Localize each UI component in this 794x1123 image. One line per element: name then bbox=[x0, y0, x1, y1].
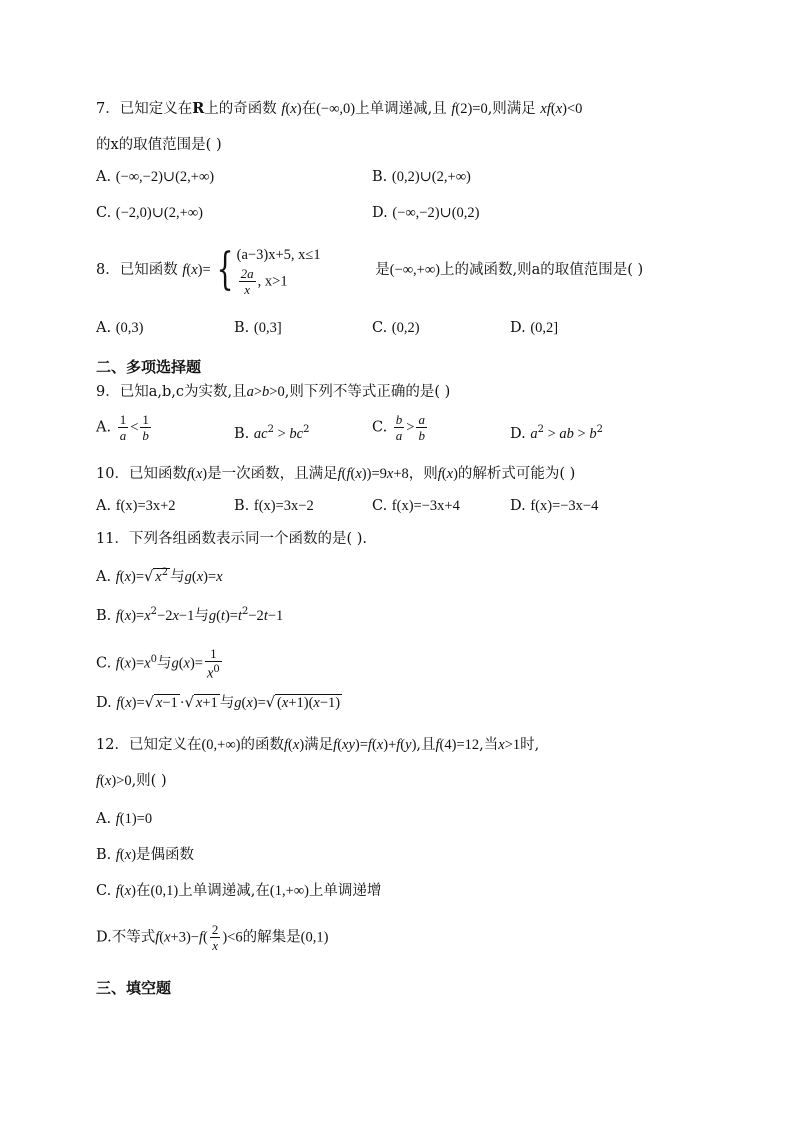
q7-option-c[interactable]: C. (−2,0)∪(2,+∞) bbox=[96, 205, 203, 221]
section-title-multiple-choice: 二、多项选择题 bbox=[96, 358, 202, 376]
q7-option-d[interactable]: D. (−∞,−2)∪(0,2) bbox=[372, 205, 480, 221]
q9-option-c[interactable]: C. $\frac{b}{a}$ > $\frac{a}{b}$ bbox=[372, 412, 425, 443]
q12-option-c[interactable]: C. f(x)在(0,1)上单调递减,在(1,+∞)上单调递增 bbox=[96, 883, 382, 899]
q9-option-a[interactable]: A. $\frac{1}{a}$ < $\frac{1}{b}$ bbox=[96, 412, 149, 443]
q10-option-a[interactable]: A. f(x)=3x+2 bbox=[96, 498, 176, 514]
q10-option-d[interactable]: D. f(x)=−3x−4 bbox=[510, 498, 599, 514]
question-10: 10．已知函数f(x)是一次函数，且满足f(f(x))=9x+8，则f(x)的解析式可能为( ) bbox=[96, 466, 576, 482]
question-9: 9．已知a,b,c为实数,且a>b>0,则下列不等式正确的是( ) bbox=[96, 384, 451, 400]
question-8: 8．已知函数 f(x)= { (a−3)x+5, x≤1 $\frac{2a}{x}$ , x>1 是(−∞,+∞)上的减函数,则a的取值范围是( ) bbox=[96, 244, 644, 297]
q11-option-d[interactable]: D. f(x)=√ x−1 ·√ x+1 与g(x)=√ (x+1)(x−1) bbox=[96, 695, 341, 711]
q8-option-a[interactable]: A. (0,3) bbox=[96, 320, 144, 336]
piecewise-function: (a−3)x+5, x≤1 $\frac{2a}{x}$ , x>1 bbox=[236, 246, 321, 297]
q11-option-b[interactable]: B. $f(x)=x^2-2x-1$与$g(t)=t^2-2t-1$ bbox=[96, 606, 284, 624]
q8-option-c[interactable]: C. (0,2) bbox=[372, 320, 420, 336]
q9-option-d[interactable]: D. $a^2$ > ab > $b^2$ bbox=[510, 424, 603, 442]
q11-option-c[interactable]: C. $f(x)=x^0$与g(x)= $\frac{1}{x^0}$ bbox=[96, 646, 220, 682]
q7-option-b[interactable]: B. (0,2)∪(2,+∞) bbox=[372, 169, 471, 185]
q10-option-b[interactable]: B. f(x)=3x−2 bbox=[234, 498, 314, 514]
q12-option-d[interactable]: D.不等式f(x+3)−f( $\frac{2}{x}$ )<6的解集是(0,1) bbox=[96, 922, 329, 953]
q8-option-d[interactable]: D. (0,2] bbox=[510, 320, 559, 336]
question-11: 11．下列各组函数表示同一个函数的是( ). bbox=[96, 531, 367, 547]
section-title-fill-in: 三、填空题 bbox=[96, 979, 172, 997]
question-7-line2: 的x的取值范围是( ) bbox=[96, 137, 222, 153]
question-12-line2: f(x)>0,则( ) bbox=[96, 773, 167, 789]
q11-option-a[interactable]: A. f(x)=√ $x^2$ 与g(x)=x bbox=[96, 567, 223, 585]
q7-option-a[interactable]: A. (−∞,−2)∪(2,+∞) bbox=[96, 169, 215, 185]
question-12: 12．已知定义在(0,+∞)的函数f(x)满足f(xy)=f(x)+f(y),且f(4)=12,当x>1时, bbox=[96, 737, 540, 753]
q10-option-c[interactable]: C. f(x)=−3x+4 bbox=[372, 498, 460, 514]
question-7: 7．已知定义在R上的奇函数 f(x)在(−∞,0)上单调递减,且 f(2)=0,则满足 xf(x)<0 bbox=[96, 100, 583, 117]
q9-option-b[interactable]: B. $ac^2 > bc^2$ bbox=[234, 424, 310, 442]
q12-option-b[interactable]: B. f(x)是偶函数 bbox=[96, 847, 195, 863]
q12-option-a[interactable]: A. f(1)=0 bbox=[96, 811, 153, 827]
q8-option-b[interactable]: B. (0,3] bbox=[234, 320, 282, 336]
